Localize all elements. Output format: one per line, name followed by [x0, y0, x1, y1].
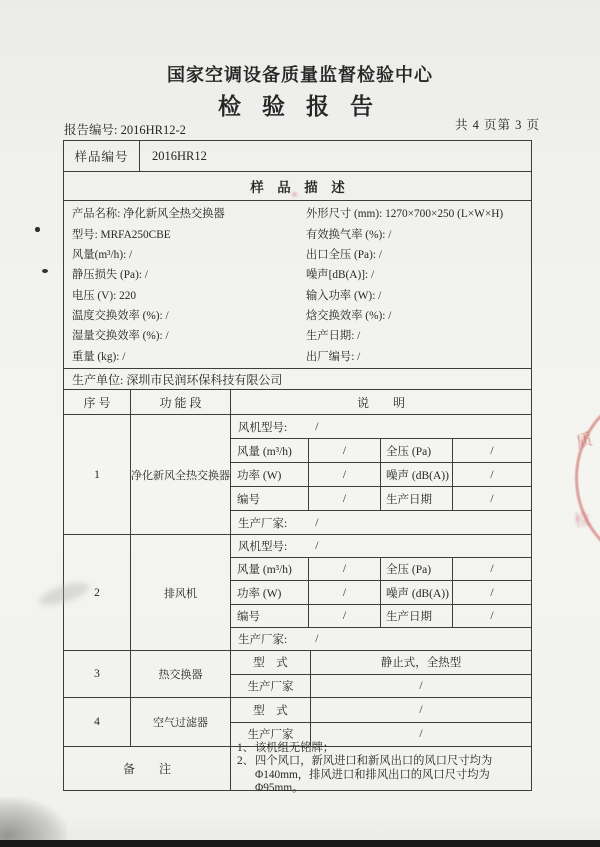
function-row-3	[64, 651, 531, 698]
spec-value: /	[309, 558, 381, 580]
type-label: 型 式	[231, 651, 311, 674]
remarks-row	[64, 741, 531, 794]
report-title: 检验报告	[218, 94, 394, 119]
manufacturer-value: /	[315, 632, 319, 645]
row1-spec-line-2	[231, 463, 531, 487]
desc-product-name: 产品名称: 净化新风全热交换器	[72, 208, 225, 221]
report-number-value: 2016HR12-2	[120, 123, 186, 137]
fan-model-value: /	[315, 540, 319, 553]
sample-number-row	[64, 141, 531, 172]
description-block	[64, 201, 531, 369]
row4-segment-name: 空气过滤器	[131, 698, 231, 746]
row1-spec-line-1	[231, 439, 531, 463]
page-corner-shadow	[0, 797, 67, 845]
desc-effective-ventilation-rate: 有效换气率 (%): /	[306, 228, 392, 241]
function-row-4	[64, 698, 531, 747]
page-indicator: 共 4 页第 3 页	[455, 118, 541, 132]
function-table-header	[64, 390, 531, 415]
desc-static-pressure-loss: 静压损失 (Pa): /	[72, 269, 148, 282]
desc-production-date: 生产日期: /	[306, 330, 361, 343]
remark-number: 1、	[237, 741, 254, 754]
report-table	[63, 140, 532, 794]
desc-model: 型号: MRFA250CBE	[72, 228, 171, 241]
spec-value: /	[490, 586, 494, 599]
spec-value: /	[490, 468, 494, 481]
row1-manufacturer-line	[231, 511, 531, 534]
row1-segment-name: 净化新风全热交换器	[131, 415, 231, 534]
sample-description-header: 样 品 描 述	[64, 172, 531, 201]
remark-number: 2、	[237, 755, 254, 768]
red-stamp-character: 检	[572, 510, 592, 531]
type-value: /	[419, 703, 423, 716]
sample-number-label: 样品编号	[64, 141, 140, 171]
spec-label: 全压 (Pa)	[381, 439, 453, 462]
remark-item-1	[237, 742, 527, 755]
row1-seq: 1	[64, 415, 131, 534]
desc-voltage: 电压 (V): 220	[72, 289, 137, 302]
manufacturer-value: /	[419, 679, 423, 692]
desc-outlet-pressure: 出口全压 (Pa): /	[306, 248, 382, 261]
desc-input-power: 输入功率 (W): /	[306, 289, 382, 302]
remark-text: 四个风口，新风进口和新风出口的风口尺寸均为Φ140mm，排风进口和排风出口的风口尺寸均为Φ95mm。	[255, 755, 493, 794]
scan-edge-strip	[0, 840, 600, 847]
spec-value: /	[309, 463, 381, 486]
description-left-column	[72, 203, 302, 366]
desc-noise: 噪声[dB(A)]: /	[306, 269, 375, 282]
spec-value: /	[490, 492, 494, 505]
function-row-2	[64, 535, 531, 651]
row1-fan-model-line	[231, 415, 531, 439]
spec-value: /	[490, 563, 494, 576]
scan-speck	[35, 227, 40, 232]
spec-label: 编号	[231, 487, 309, 510]
remark-item-2	[237, 755, 527, 795]
scan-ink-speck	[292, 192, 297, 197]
red-stamp-circle	[575, 385, 600, 571]
segment-header: 功 能 段	[131, 390, 231, 414]
inspection-center-name: 国家空调设备质量监督检验中心	[167, 65, 433, 85]
function-row-1	[64, 415, 531, 535]
spec-label: 功率 (W)	[231, 463, 309, 486]
row2-spec-line-1	[231, 558, 531, 581]
desc-airflow: 风量(m³/h): /	[72, 248, 133, 261]
red-stamp-character: 质	[574, 431, 595, 452]
row3-segment-name: 热交换器	[131, 651, 231, 697]
seq-header: 序 号	[64, 390, 131, 414]
remarks-body	[231, 741, 531, 794]
spec-label: 全压 (Pa)	[381, 558, 453, 580]
type-label: 型 式	[231, 698, 311, 722]
fan-model-label: 风机型号:	[238, 421, 288, 434]
fan-model-label: 风机型号:	[238, 541, 288, 554]
manufacturer-label: 生产厂家	[231, 723, 311, 747]
spec-label: 编号	[231, 605, 309, 627]
row2-spec-grid	[231, 535, 531, 650]
description-right-column	[306, 203, 530, 366]
row1-spec-grid	[231, 415, 531, 534]
row3-manufacturer-line	[231, 675, 531, 698]
row1-spec-line-3	[231, 487, 531, 511]
row3-type-line	[231, 651, 531, 675]
row3-seq: 3	[64, 651, 131, 697]
desc-weight: 重量 (kg): /	[72, 350, 126, 363]
sample-number-value: 2016HR12	[152, 148, 207, 163]
remarks-label: 备 注	[64, 747, 231, 790]
manufacturer-value: /	[315, 516, 319, 529]
desc-humidity-exchange-eff: 湿量交换效率 (%): /	[72, 330, 169, 343]
producer-line: 生产单位: 深圳市民润环保科技有限公司	[64, 369, 531, 390]
desc-dimensions: 外形尺寸 (mm): 1270×700×250 (L×W×H)	[306, 208, 504, 221]
row2-manufacturer-line	[231, 628, 531, 650]
row4-pairs	[231, 698, 531, 746]
spec-label: 风量 (m³/h)	[231, 439, 309, 462]
spec-label: 风量 (m³/h)	[231, 558, 309, 580]
fan-model-value: /	[315, 420, 319, 433]
row4-seq: 4	[64, 698, 131, 746]
spec-label: 生产日期	[381, 487, 453, 510]
remark-text: 该机组无铭牌；	[255, 741, 335, 754]
spec-value: /	[309, 439, 381, 462]
spec-value: /	[490, 609, 494, 622]
scan-speck	[42, 269, 48, 273]
spec-label: 噪声 (dB(A))	[381, 581, 453, 603]
desc-factory-number: 出厂编号: /	[306, 350, 361, 363]
spec-label: 噪声 (dB(A))	[381, 463, 453, 486]
manufacturer-label: 生产厂家	[231, 675, 311, 698]
manufacturer-label: 生产厂家:	[238, 517, 288, 530]
row2-segment-name: 排风机	[131, 535, 231, 650]
row2-fan-model-line	[231, 535, 531, 558]
spec-value: /	[309, 605, 381, 627]
row2-spec-line-2	[231, 581, 531, 604]
spec-label: 功率 (W)	[231, 581, 309, 603]
desc-enthalpy-exchange-eff: 焓交换效率 (%): /	[306, 310, 392, 323]
row2-spec-line-3	[231, 605, 531, 628]
spec-value: /	[309, 581, 381, 603]
manufacturer-label: 生产厂家:	[238, 633, 288, 646]
spec-value: /	[309, 487, 381, 510]
row3-pairs	[231, 651, 531, 697]
explanation-header: 说 明	[356, 395, 405, 410]
report-number-label: 报告编号:	[64, 123, 118, 137]
spec-label: 生产日期	[381, 605, 453, 627]
row2-seq: 2	[64, 535, 131, 650]
type-value: 静止式，全热型	[380, 657, 462, 670]
spec-value: /	[490, 444, 494, 457]
desc-temp-exchange-eff: 温度交换效率 (%): /	[72, 310, 169, 323]
report-number-line	[64, 120, 186, 138]
row4-type-line	[231, 698, 531, 723]
manufacturer-value: /	[419, 728, 423, 741]
